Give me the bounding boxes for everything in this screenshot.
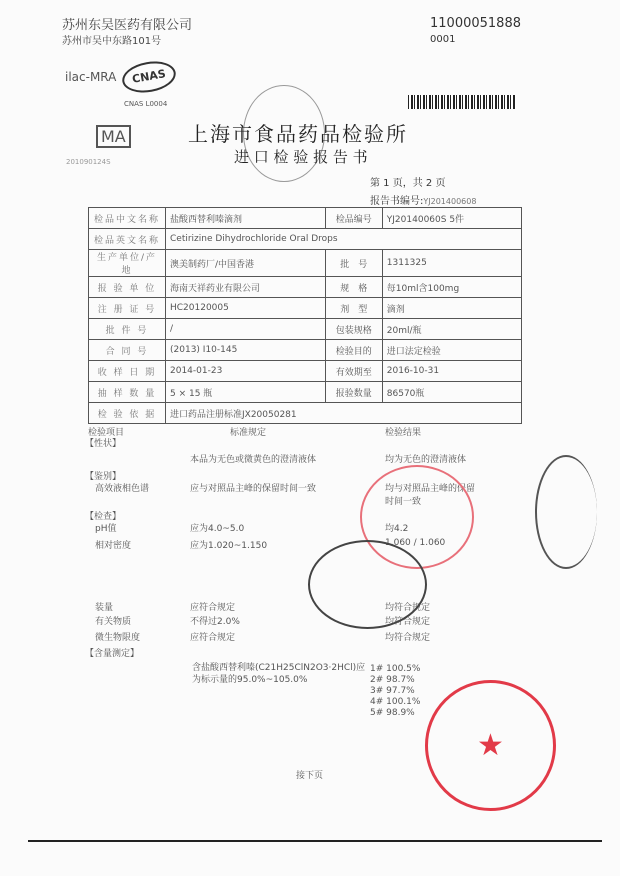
field-label: 批 件 号	[89, 319, 166, 340]
result-standard: 应符合规定	[190, 633, 236, 643]
field-value: YJ20140060S 5件	[382, 208, 521, 229]
field-label: 合 同 号	[89, 340, 166, 361]
doc-seq: 0001	[430, 34, 456, 45]
result-item: 【含量测定】	[85, 649, 140, 659]
info-row	[89, 277, 522, 298]
assay-result: 4# 100.1%	[370, 697, 421, 707]
field-label: 剂 型	[325, 298, 382, 319]
field-value: /	[166, 319, 326, 340]
info-row	[89, 382, 522, 403]
report-no-label: 报告书编号:	[370, 196, 424, 207]
field-value: 盐酸西替利嗪滴剂	[166, 208, 326, 229]
field-value: 滴剂	[382, 298, 521, 319]
field-label: 检品英文名称	[89, 229, 166, 250]
info-row	[89, 340, 522, 361]
info-row	[89, 361, 522, 382]
field-label: 检品中文名称	[89, 208, 166, 229]
field-label: 规 格	[325, 277, 382, 298]
field-value: Cetirizine Dihydrochloride Oral Drops	[166, 229, 522, 250]
assay-result: 3# 97.7%	[370, 686, 415, 696]
partial-stamp	[535, 455, 597, 569]
field-label: 批 号	[325, 250, 382, 277]
field-label: 生产单位/产地	[89, 250, 166, 277]
field-value: HC20120005	[166, 298, 326, 319]
field-value: 2014-01-23	[166, 361, 326, 382]
sample-info-table	[88, 207, 522, 424]
doc-title: 进 口 检 验 报 告 书	[234, 148, 368, 166]
company-address: 苏州市吴中东路101号	[62, 36, 162, 47]
field-label: 检品编号	[325, 208, 382, 229]
field-value: 20ml/瓶	[382, 319, 521, 340]
result-value: 均符合规定	[385, 603, 431, 613]
result-item: 高效液相色谱	[95, 484, 150, 494]
header-item: 检验项目	[88, 428, 125, 438]
field-value: 1311325	[382, 250, 521, 277]
field-label: 注 册 证 号	[89, 298, 166, 319]
result-standard: 应符合规定	[190, 603, 236, 613]
field-value: 进口药品注册标准JX20050281	[166, 403, 522, 424]
assay-result: 2# 98.7%	[370, 675, 415, 685]
info-row	[89, 229, 522, 250]
field-label: 报 验 单 位	[89, 277, 166, 298]
continued-note: 接下页	[296, 771, 324, 781]
field-label: 抽 样 数 量	[89, 382, 166, 403]
result-value: 均符合规定	[385, 617, 431, 627]
result-item: 【检查】	[85, 512, 122, 522]
result-item: 相对密度	[95, 541, 132, 551]
result-value: 均与对照品主峰的保留时间一致	[385, 484, 476, 507]
field-value: 86570瓶	[382, 382, 521, 403]
bottom-rule	[28, 840, 602, 842]
red-distributor-stamp: ★	[425, 680, 556, 811]
ilac-logo: ilac-MRA	[65, 70, 117, 84]
company-name: 苏州东吴医药有限公司	[62, 18, 193, 33]
result-value: 1.060 / 1.060	[385, 538, 446, 548]
result-standard: 应与对照品主峰的保留时间一致	[190, 484, 317, 494]
field-label: 包装规格	[325, 319, 382, 340]
field-value: 2016-10-31	[382, 361, 521, 382]
header-result: 检验结果	[385, 428, 422, 438]
field-value: 5 × 15 瓶	[166, 382, 326, 403]
result-item: pH值	[95, 524, 117, 534]
field-value: 海南天祥药业有限公司	[166, 277, 326, 298]
result-value: 均4.2	[385, 524, 409, 534]
cnas-number: CNAS L0004	[124, 100, 168, 108]
result-item: 【性状】	[85, 439, 122, 449]
result-value: 均为无色的澄清液体	[385, 455, 467, 465]
field-value: 进口法定检验	[382, 340, 521, 361]
field-value: 每10ml含100mg	[382, 277, 521, 298]
ma-logo: MA	[96, 125, 131, 148]
info-row	[89, 403, 522, 424]
org-title: 上海市食品药品检验所	[188, 122, 408, 146]
info-row	[89, 250, 522, 277]
barcode	[408, 95, 516, 109]
field-label: 有效期至	[325, 361, 382, 382]
assay-result: 1# 100.5%	[370, 664, 421, 674]
ma-number: 201090124S	[66, 158, 111, 166]
result-standard: 本品为无色或微黄色的澄清液体	[190, 455, 317, 465]
report-no: YJ201400608	[423, 197, 477, 206]
result-standard: 应为1.020~1.150	[190, 541, 268, 551]
info-row	[89, 298, 522, 319]
field-label: 检验目的	[325, 340, 382, 361]
result-item: 微生物限度	[95, 633, 141, 643]
cnas-logo: CNAS	[120, 58, 178, 97]
result-standard: 不得过2.0%	[190, 617, 240, 627]
header-standard: 标准规定	[230, 428, 267, 438]
field-label: 检 验 依 据	[89, 403, 166, 424]
result-item: 有关物质	[95, 617, 132, 627]
result-standard: 应为4.0~5.0	[190, 524, 245, 534]
field-value: (2013) I10-145	[166, 340, 326, 361]
result-item: 【鉴别】	[85, 472, 122, 482]
black-company-stamp	[308, 540, 427, 629]
result-item: 装量	[95, 603, 114, 613]
assay-standard: 含盐酸西替利嗪(C21H25ClN2O3·2HCl)应为标示量的95.0%~105.0%	[192, 663, 366, 685]
info-row	[89, 319, 522, 340]
result-value: 均符合规定	[385, 633, 431, 643]
assay-result: 5# 98.9%	[370, 708, 415, 718]
info-row	[89, 208, 522, 229]
field-value: 澳美制药厂/中国香港	[166, 250, 326, 277]
doc-code: 11000051888	[430, 16, 521, 31]
field-label: 报验数量	[325, 382, 382, 403]
field-label: 收 样 日 期	[89, 361, 166, 382]
page-number: 第 1 页，共 2 页	[370, 178, 446, 189]
